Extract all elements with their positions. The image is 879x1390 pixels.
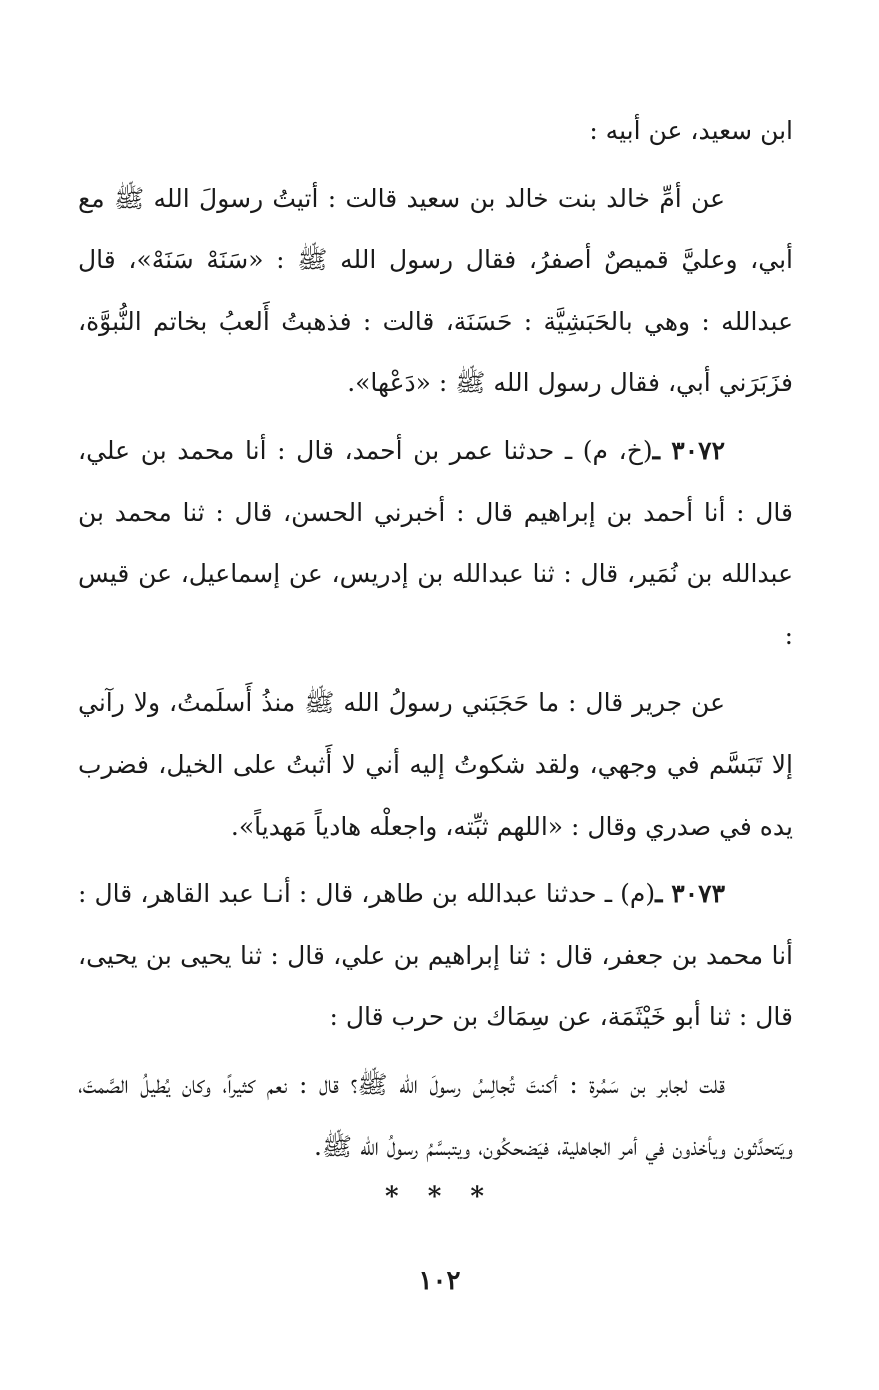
paragraph-hadith-umm-khalid [78,168,793,414]
paragraph-text: ابن سعيد، عن أبيه : [589,116,793,145]
paragraph-text: قلت لجابر بن سَمُرة : أكنتَ تُجالِسُ رسولَ الله ﷺ؟ قال : نعم كثيراً، وكان يُطيلُ الصَّمتَ، ويَتحدَّثون ويأخذون في أمر الجاهلية، فيَضحكُون، ويتبسَّمُ رسولُ الله ﷺ. [78,1069,793,1161]
paragraph-hadith-3072-chain [78,420,793,666]
paragraph-hadith-jabir [78,1054,793,1177]
paragraph-text: عن أمِّ خالد بنت خالد بن سعيد قالت : أتيتُ رسولَ الله ﷺ مع أبي، وعليَّ قميصٌ أصفرُ، فقال رسول الله ﷺ : «سَنَهْ سَنَهْ»، قال عبدالله : وهي بالحَبَشِيَّة : حَسَنَة، قالت : فذهبتُ أَلعبُ بخاتم النُّبوَّة، فزَبَرَني أبي، فقال رسول الله ﷺ : «دَعْها». [78,183,793,398]
paragraph-text: (م) ـ حدثنا عبدالله بن طاهر، قال : أنـا عبد القاهر، قال : أنا محمد بن جعفر، قال : ثنا إبراهيم بن علي، قال : ثنا يحيى بن يحيى، قال : ثنا أبو خَيْثَمَة، عن سِمَاك بن حرب قال : [78,879,793,1032]
paragraph-chain-end [78,100,793,162]
hadith-number: ٣٠٧٢ ـ [652,435,726,465]
body-text [78,100,793,1177]
paragraph-hadith-jarir [78,672,793,857]
paragraph-hadith-3073-chain [78,863,793,1048]
hadith-number: ٣٠٧٣ ـ [655,879,726,909]
section-separator: * * * [385,1182,494,1212]
paragraph-text: (خ، م) ـ حدثنا عمر بن أحمد، قال : أنا محمد بن علي، قال : أنا أحمد بن إبراهيم قال : أخبرني الحسن، قال : ثنا محمد بن عبدالله بن نُمَير، قال : ثنا عبدالله بن إدريس، عن إسماعيل، عن قيس : [78,435,793,650]
page-number: ١٠٢ [418,1266,461,1296]
paragraph-text: عن جرير قال : ما حَجَبَني رسولُ الله ﷺ منذُ أَسلَمتُ، ولا رآني إلا تَبَسَّم في وجهي، ولقد شكوتُ إليه أني لا أَثبتُ على الخيل، فضرب يده في صدري وقال : «اللهم ثبِّته، واجعلْه هادياً مَهدياً». [78,688,793,841]
